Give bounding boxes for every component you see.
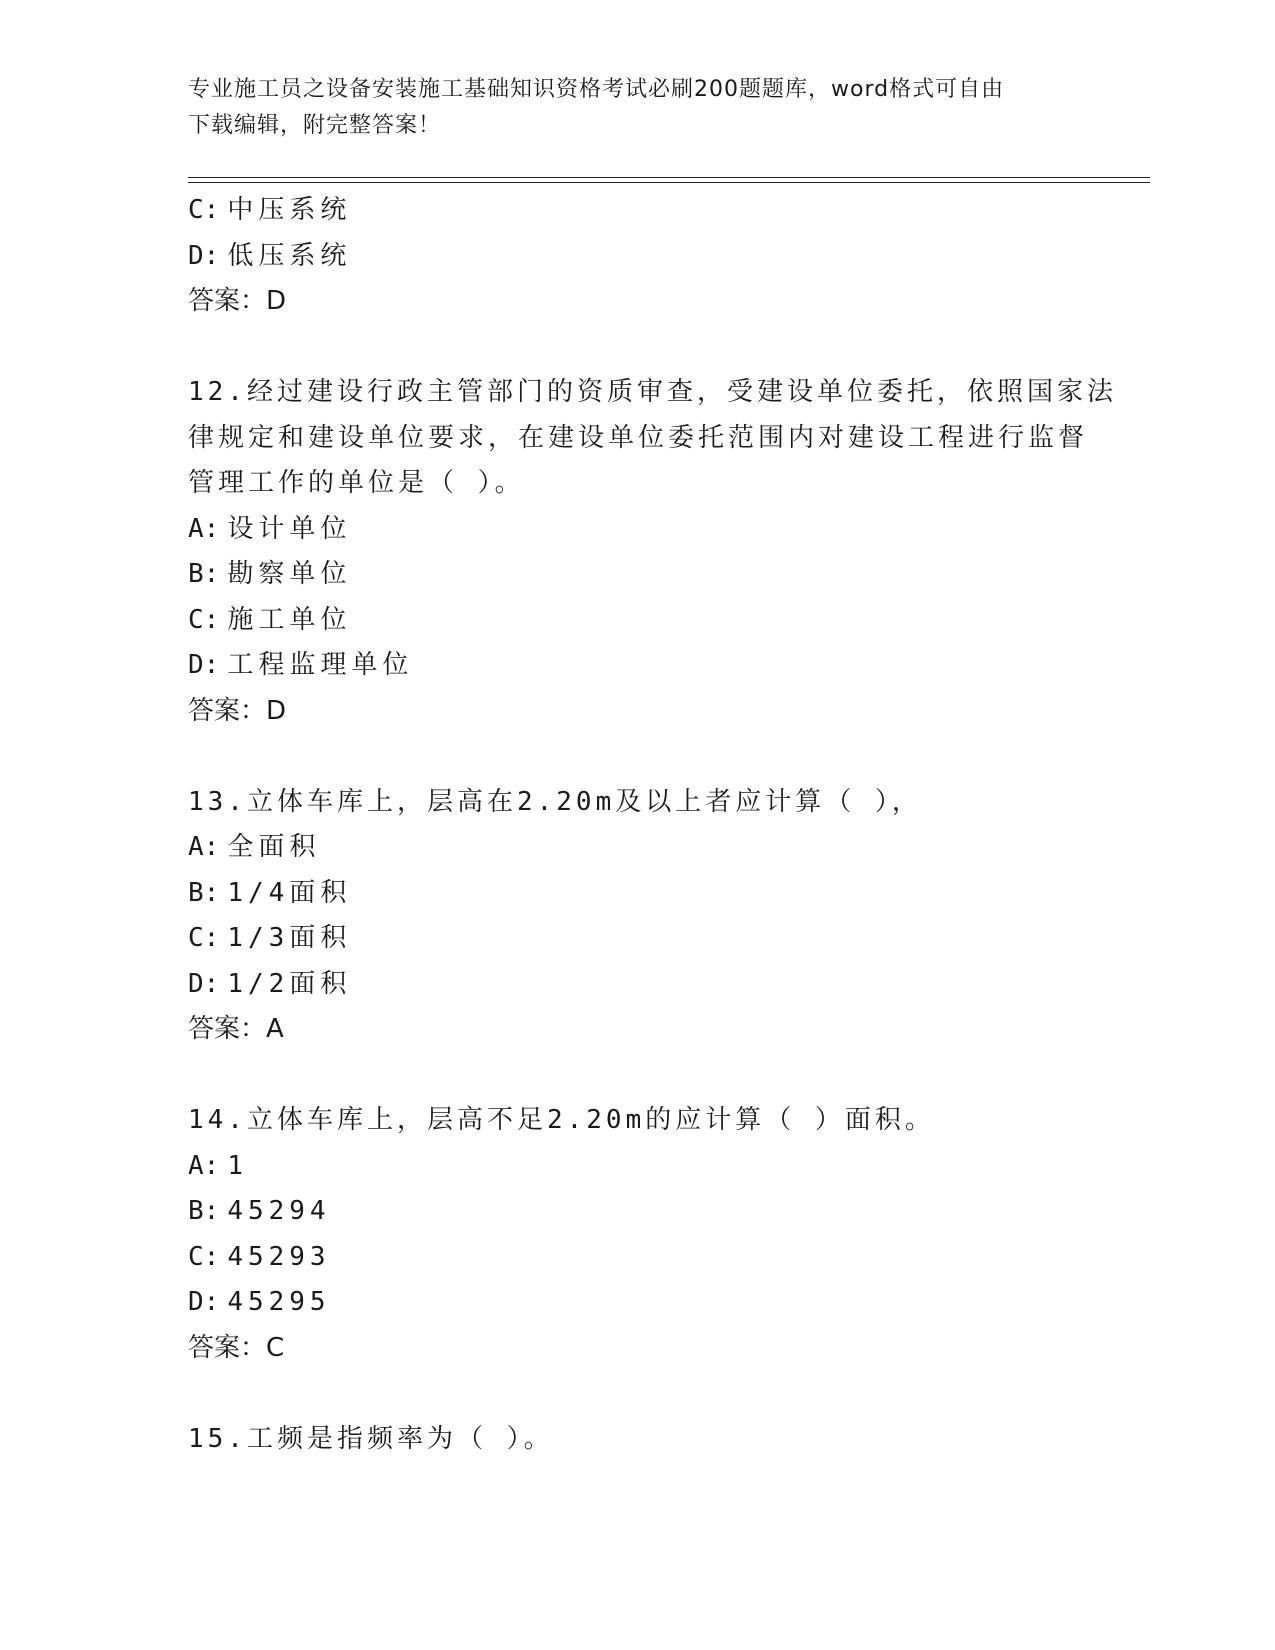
answer-line: 答案：D (188, 286, 287, 316)
question-text-line: 管理工作的单位是（ ）。 (188, 468, 525, 498)
question-text-line: 12.经过建设行政主管部门的资质审查，受建设单位委托，依照国家法 (188, 377, 1117, 407)
answer-line: 答案：A (188, 1014, 284, 1044)
header-rule-top (188, 177, 1150, 178)
option-b: B: 1/4面积 (188, 877, 352, 908)
question-12 (188, 370, 1117, 734)
document-header (188, 72, 1068, 144)
question-list (188, 188, 1117, 1462)
question-text-line: 律规定和建设单位要求，在建设单位委托范围内对建设工程进行监督 (188, 422, 1089, 453)
header-rule-bottom (188, 182, 1150, 183)
option-d: D: 45295 (188, 1287, 331, 1317)
answer-line: 答案：C (188, 1332, 285, 1363)
header-line-2: 下载编辑，附完整答案！ (188, 113, 442, 138)
option-b: B: 45294 (188, 1196, 331, 1226)
spacer (188, 325, 1108, 371)
option-b: B: 勘察单位 (188, 559, 352, 589)
option-c: C: 施工单位 (188, 604, 352, 635)
header-line-1: 专业施工员之设备安装施工基础知识资格考试必刷200题题库，word格式可自由 (188, 77, 1005, 102)
question-text-line: 14.立体车库上，层高不足2.20m的应计算（ ）面积。 (188, 1105, 935, 1135)
question-15 (188, 1417, 1108, 1463)
option-c: C: 1/3面积 (188, 923, 352, 953)
spacer (188, 734, 1108, 780)
question-14 (188, 1098, 1108, 1371)
option-c: C: 45293 (188, 1241, 331, 1272)
option-d: D: 工程监理单位 (188, 650, 414, 680)
question-13 (188, 780, 1108, 1053)
option-d: D: 低压系统 (188, 240, 352, 271)
question-11-continuation (188, 188, 1108, 325)
option-a: A: 设计单位 (188, 513, 352, 544)
option-a: A: 1 (188, 1150, 248, 1181)
option-c: C: 中压系统 (188, 195, 352, 225)
spacer (188, 1371, 1108, 1417)
question-text-line: 15.工频是指频率为（ ）。 (188, 1423, 554, 1454)
spacer (188, 1053, 1108, 1099)
answer-line: 答案：D (188, 695, 287, 726)
question-text-line: 13.立体车库上，层高在2.20m及以上者应计算（ ）， (188, 786, 922, 817)
option-d: D: 1/2面积 (188, 968, 352, 999)
option-a: A: 全面积 (188, 832, 321, 862)
